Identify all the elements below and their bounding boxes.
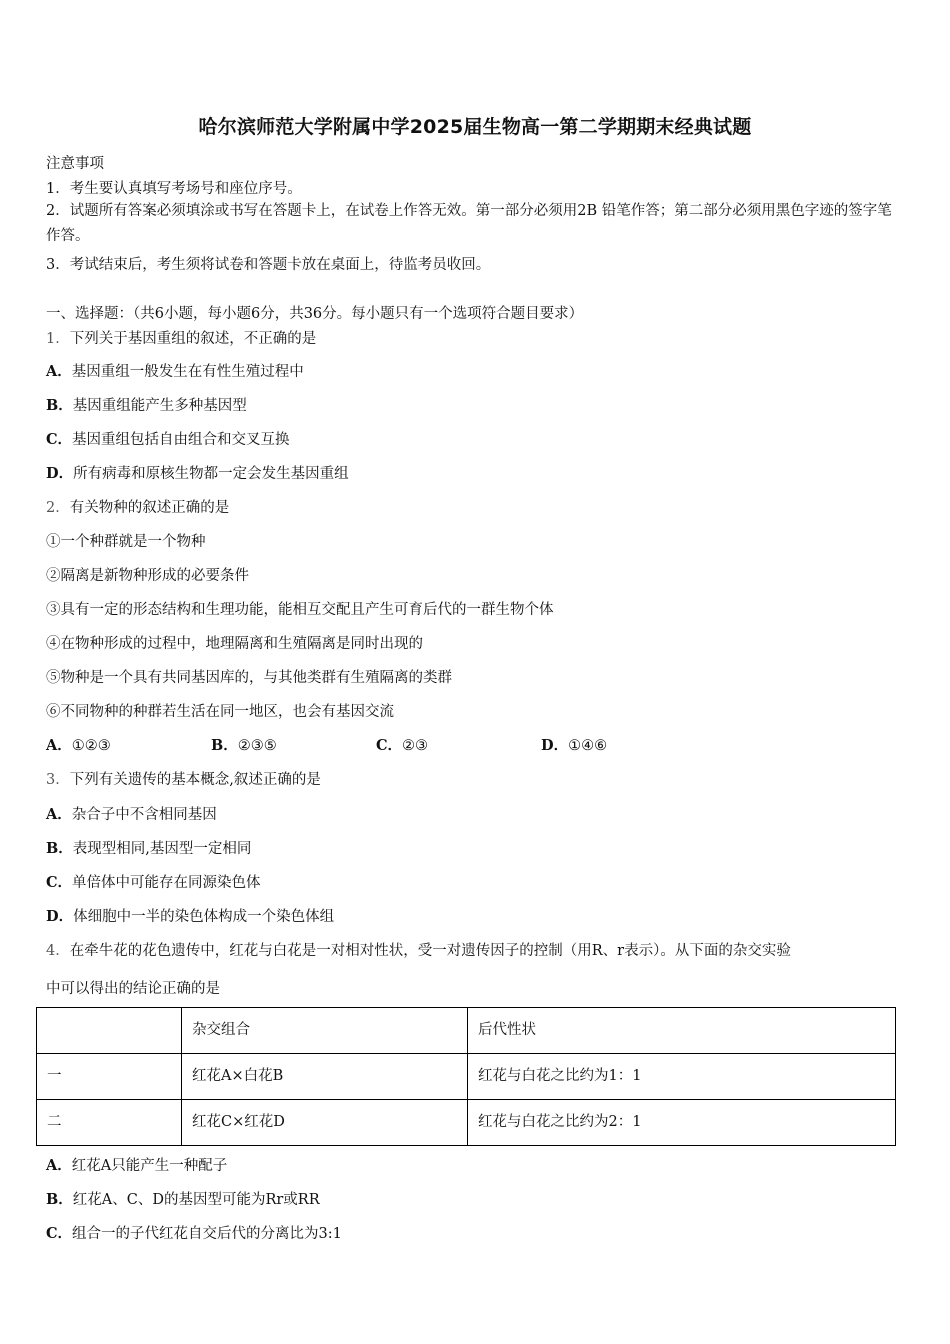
question-number: 1． — [46, 331, 70, 347]
table-cell: 二 — [37, 1100, 182, 1146]
option-label: A． — [46, 1157, 72, 1174]
option-text: 单倍体中可能存在同源染色体 — [72, 875, 261, 891]
q2-statement-1: ①一个种群就是一个物种 — [46, 534, 206, 550]
option-text: 基因重组包括自由组合和交叉互换 — [72, 432, 290, 448]
table-cell: 红花A×白花B — [182, 1054, 468, 1100]
option-label: B． — [46, 840, 73, 857]
question-4-stem — [46, 939, 791, 960]
table-header-row — [37, 1008, 896, 1054]
question-text: 下列有关遗传的基本概念,叙述正确的是 — [69, 772, 321, 788]
page-title: 哈尔滨师范大学附属中学2025届生物高一第二学期期末经典试题 — [198, 116, 752, 138]
table-cell: 红花C×红花D — [182, 1100, 468, 1146]
q2-option-a[interactable] — [46, 734, 111, 755]
q1-option-d[interactable] — [46, 462, 349, 483]
option-text: ①②③ — [71, 738, 111, 754]
notice-item-1: 1．考生要认真填写考场号和座位序号。 — [46, 181, 302, 197]
q2-option-c[interactable] — [376, 734, 428, 755]
table-row — [37, 1100, 896, 1146]
q2-option-d[interactable] — [541, 734, 607, 755]
option-text: 基因重组一般发生在有性生殖过程中 — [71, 364, 304, 380]
option-text: 所有病毒和原核生物都一定会发生基因重组 — [73, 466, 349, 482]
option-label: A． — [46, 363, 72, 380]
option-label: C． — [46, 874, 73, 891]
q2-statement-5: ⑤物种是一个具有共同基因库的，与其他类群有生殖隔离的类群 — [46, 670, 452, 686]
question-number: 2． — [46, 500, 70, 516]
option-label: A． — [46, 737, 72, 754]
question-3-stem — [46, 768, 321, 789]
q2-options-row — [46, 734, 906, 754]
q4-option-a[interactable] — [46, 1154, 227, 1175]
question-text: 在牵牛花的花色遗传中，红花与白花是一对相对性状，受一对遗传因子的控制（用R、r表示）。从下面的杂交实验 — [69, 943, 791, 959]
notice-heading: 注意事项 — [46, 156, 104, 172]
table-header-cell: 杂交组合 — [182, 1008, 468, 1054]
option-label: B． — [211, 737, 238, 754]
option-label: A． — [46, 806, 72, 823]
q4-option-b[interactable] — [46, 1188, 320, 1209]
option-label: C． — [46, 1225, 73, 1242]
table-cell: 红花与白花之比约为1：1 — [468, 1054, 896, 1100]
q2-statement-2: ②隔离是新物种形成的必要条件 — [46, 568, 249, 584]
q2-statement-6: ⑥不同物种的种群若生活在同一地区，也会有基因交流 — [46, 704, 394, 720]
question-number: 4． — [46, 943, 70, 959]
question-number: 3． — [46, 772, 70, 788]
option-text: 杂合子中不含相同基因 — [71, 807, 217, 823]
table-header-cell — [37, 1008, 182, 1054]
option-text: 体细胞中一半的染色体构成一个染色体组 — [73, 909, 335, 925]
option-text: ②③⑤ — [237, 738, 277, 754]
q1-option-a[interactable] — [46, 360, 304, 381]
option-text: 红花A只能产生一种配子 — [71, 1158, 228, 1174]
option-text: ①④⑥ — [568, 738, 608, 754]
question-4-stem-cont: 中可以得出的结论正确的是 — [46, 981, 220, 997]
q1-option-b[interactable] — [46, 394, 247, 415]
option-text: 表现型相同,基因型一定相同 — [72, 841, 252, 857]
question-1-stem — [46, 327, 316, 348]
q3-option-a[interactable] — [46, 803, 217, 824]
notice-item-2: 2．试题所有答案必须填涂或书写在答题卡上，在试卷上作答无效。第一部分必须用2B 铅笔作答；第二部分必须用黑色字迹的签字笔作答。 — [46, 203, 892, 244]
option-text: ②③ — [402, 738, 429, 754]
option-text: 红花A、C、D的基因型可能为Rr或RR — [72, 1192, 320, 1208]
section-heading: 一、选择题：（共6小题，每小题6分，共36分。每小题只有一个选项符合题目要求） — [46, 306, 584, 322]
option-label: D． — [46, 465, 74, 482]
table-row — [37, 1054, 896, 1100]
option-label: C． — [46, 431, 73, 448]
table-cell: 一 — [37, 1054, 182, 1100]
option-label: B． — [46, 1191, 73, 1208]
notice-item-3: 3．考试结束后，考生须将试卷和答题卡放在桌面上，待监考员收回。 — [46, 257, 491, 273]
question-text: 下列关于基因重组的叙述，不正确的是 — [69, 331, 317, 347]
question-2-stem — [46, 496, 229, 517]
q2-statement-3: ③具有一定的形态结构和生理功能，能相互交配且产生可育后代的一群生物个体 — [46, 602, 554, 618]
q2-statement-4: ④在物种形成的过程中，地理隔离和生殖隔离是同时出现的 — [46, 636, 423, 652]
q2-option-b[interactable] — [211, 734, 277, 755]
q3-option-c[interactable] — [46, 871, 261, 892]
question-text: 有关物种的叙述正确的是 — [69, 500, 230, 516]
option-label: C． — [376, 737, 403, 754]
table-cell: 红花与白花之比约为2：1 — [468, 1100, 896, 1146]
q3-option-d[interactable] — [46, 905, 334, 926]
table-header-cell: 后代性状 — [468, 1008, 896, 1054]
option-text: 组合一的子代红花自交后代的分离比为3:1 — [72, 1226, 342, 1242]
q1-option-c[interactable] — [46, 428, 290, 449]
option-label: B． — [46, 397, 73, 414]
q3-option-b[interactable] — [46, 837, 251, 858]
cross-table — [36, 1007, 896, 1146]
q4-option-c[interactable] — [46, 1222, 342, 1243]
option-label: D． — [46, 908, 74, 925]
option-label: D． — [541, 737, 569, 754]
option-text: 基因重组能产生多种基因型 — [72, 398, 247, 414]
